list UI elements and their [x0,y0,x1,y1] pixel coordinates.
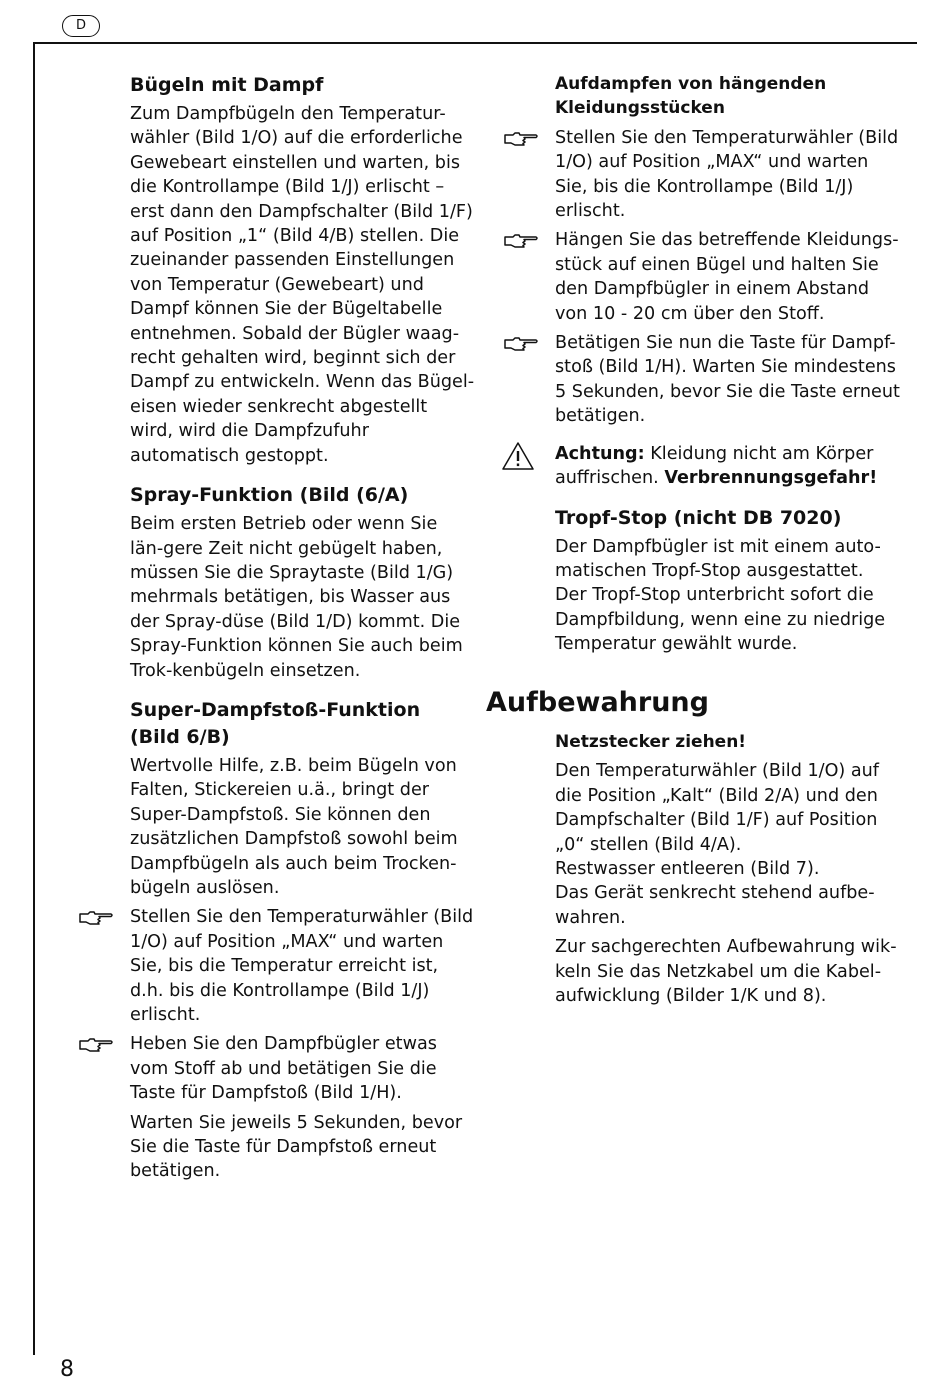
section-title: Tropf-Stop (nicht DB 7020) [555,506,842,529]
section-title [130,697,475,751]
paragraph: Der Dampfbügler ist mit einem auto-matischen Tropf-Stop ausgestattet. Der Tropf-Stop unterbricht sofort die Dampfbildung, wenn eine zu niedrige Temperatur gewählt wurde. [555,536,886,655]
section-drip-stop [555,505,900,657]
paragraph: Beim ersten Betrieb oder wenn Sie län-gere Zeit nicht gebügelt haben, müssen Sie die Spraytaste (Bild 1/G) mehrmals betätigen, bis Wasser aus der Spray-düse (Bild 1/D) kommt. Die Spray-Funktion können Sie auch beim Trok-kenbügeln einsetzen. [130,514,463,681]
instruction-text: Stellen Sie den Temperaturwähler (Bild 1/O) auf Position „MAX“ und warten Sie, bis die Temperatur erreicht ist, d.h. bis die Kontrollampe (Bild 1/J) erlischt. [130,907,474,1025]
paragraph: Wertvolle Hilfe, z.B. beim Bügeln von Falten, Stickereien u.ä., bringt der Super-Dampfstoß. Sie können den zusätzlichen Dampfstoß sowohl beim Dampfbügeln als auch beim Trocken-bügeln auslösen. [130,755,458,898]
section-steam-ironing [130,72,475,468]
instruction-item [555,331,900,429]
instruction-text: Stellen Sie den Temperaturwähler (Bild 1/O) auf Position „MAX“ und warten Sie, bis die Kontrollampe (Bild 1/J) erlischt. [555,127,899,222]
pointing-hand-icon [78,1036,114,1054]
paragraph: Zur sachgerechten Aufbewahrung wik-keln Sie das Netzkabel um die Kabel-aufwicklung (Bilder 1/K und 8). [555,937,897,1007]
left-margin-rule [33,42,35,1355]
paragraph: Das Gerät senkrecht stehend aufbe-wahren. [555,883,875,928]
paragraph: Warten Sie jeweils 5 Sekunden, bevor Sie die Taste für Dampfstoß erneut betätigen. [130,1112,463,1182]
paragraph: Zum Dampfbügeln den Temperatur-wähler (Bild 1/O) auf die erforderliche Gewebeart einstellen und warten, bis die Kontrollampe (Bild 1/J) erlischt – erst dann den Dampfschalter (Bild 1/F) auf Position „1“ (Bild 4/B) stellen. Die zueinander passenden Einstellungen von Temperatur (Gewebeart) und Dampf können Sie der Bügeltabelle entnehmen. Sobald der Bügler waag-recht gehalten wird, beginnt sich der Dampf zu entwickeln. Wenn das Bügel-eisen wieder senkrecht abgestellt wird, wird die Dampfzufuhr automatisch gestoppt. [130,104,475,466]
section-spray [130,482,475,683]
instruction-text: Heben Sie den Dampfbügler etwas vom Stoff ab und betätigen Sie die Taste für Dampfstoß (Bild 1/H). [130,1034,437,1104]
section-hanging-garments [555,72,900,491]
instruction-item [130,905,475,1027]
paragraph: Den Temperaturwähler (Bild 1/O) auf die Position „Kalt“ (Bild 2/A) und den Dampfschalter (Bild 1/F) auf Position „0“ stellen (Bild 4/A). [555,761,880,855]
pointing-hand-icon [503,130,539,148]
page-number: 8 [60,1357,74,1382]
language-badge: D [62,15,100,37]
section-title: Bügeln mit Dampf [130,74,324,96]
warning-body: Kleidung nicht am Körper auffrischen. [555,443,874,489]
pointing-hand-icon [78,909,114,927]
paragraph: Restwasser entleeren (Bild 7). [555,859,820,880]
section-title: Spray-Funktion (Bild (6/A) [130,484,409,507]
main-heading-storage: Aufbewahrung [486,687,709,718]
section-title-line2: (Bild 6/B) [130,725,230,748]
section-super-steam [130,697,475,1184]
storage-subtitle: Netzstecker ziehen! [555,732,747,752]
pointing-hand-icon [503,232,539,250]
left-column [130,72,475,1184]
warning-note [555,442,900,491]
section-title-line1: Super-Dampfstoß-Funktion [130,698,421,721]
section-title [555,72,900,121]
instruction-item [555,126,900,224]
warning-emphasis: Verbrennungsgefahr! [664,468,878,489]
storage-section [555,730,900,1008]
instruction-item [130,1032,475,1105]
pointing-hand-icon [503,335,539,353]
section-title-line2: Kleidungsstücken [555,98,725,119]
warning-text [555,442,900,491]
right-column [555,72,900,657]
warning-label: Achtung: [555,443,645,464]
section-title-line1: Aufdampfen von hängenden [555,74,827,94]
instruction-text: Betätigen Sie nun die Taste für Dampf-stoß (Bild 1/H). Warten Sie mindestens 5 Sekunden, bevor Sie die Taste erneut betätigen. [555,333,900,427]
top-rule [33,42,917,44]
instruction-item [555,228,900,326]
instruction-text: Hängen Sie das betreffende Kleidungs-stück auf einen Bügel und halten Sie den Dampfbügler in einem Abstand von 10 - 20 cm über den Stoff. [555,230,899,324]
warning-triangle-icon [501,441,535,471]
